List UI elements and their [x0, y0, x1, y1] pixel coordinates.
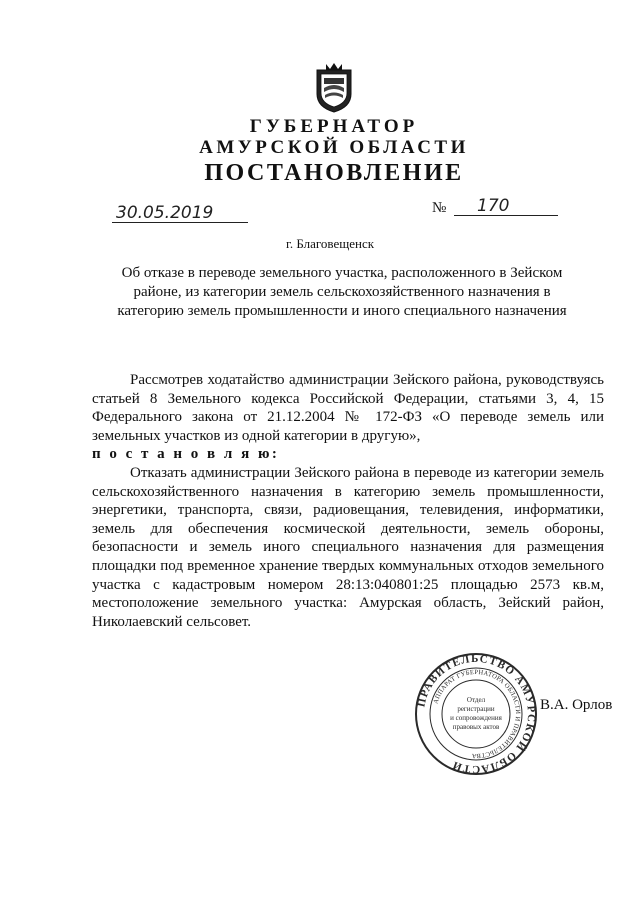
- date-underline: [112, 222, 248, 223]
- decision-paragraph: Отказать администрации Зейского района в переводе из категории земель сельскохозяйственного назначения в категорию земель промышленности, энергетики, транспорта, связи, радиовещания, телевидения, информатики, земель для обеспечения космической деятельности, земель обороны, безопасности и земель иного специального назначения для размещения площадки под временное хранение твердых коммунальных отходов земельного участка с кадастровым номером 28:13:040801:25 площадью 2573 кв.м, местоположение земельного участка: Амурская область, Зейский район, Николаевский сельсовет.: [92, 464, 604, 630]
- official-stamp: [414, 652, 538, 776]
- number-label: №: [432, 200, 447, 216]
- document-subject: Об отказе в переводе земельного участка, расположенного в Зейском районе, из категории земель сельскохозяйственного назначения в категорию земель промышленности и иного специального назначения: [117, 265, 567, 319]
- number-underline: [454, 215, 558, 216]
- stamp-inner-ring-text: АППАРАТ ГУБЕРНАТОРА ОБЛАСТИ И ПРАВИТЕЛЬСТВА: [432, 668, 522, 760]
- coat-of-arms-icon: [314, 62, 354, 114]
- stamp-outer-text: ПРАВИТЕЛЬСТВО АМУРСКОЙ ОБЛАСТИ: [415, 652, 538, 776]
- document-date: 30.05.2019: [116, 203, 214, 223]
- document-number: 170: [477, 196, 510, 216]
- decree-word: п о с т а н о в л я ю:: [92, 446, 280, 463]
- stamp-center-line: регистрации: [457, 705, 495, 713]
- stamp-center-line: и сопровождения: [450, 714, 502, 722]
- signer-name: В.А. Орлов: [540, 697, 613, 713]
- issuer-region: АМУРСКОЙ ОБЛАСТИ: [199, 137, 469, 158]
- stamp-center-line: правовых актов: [452, 723, 500, 731]
- city: г. Благовещенск: [285, 236, 375, 251]
- issuer-title: ГУБЕРНАТОР: [249, 116, 419, 137]
- stamp-center-line: Отдел: [466, 696, 486, 704]
- preamble-paragraph: Рассмотрев ходатайство администрации Зейского района, руководствуясь статьей 8 Земельного кодекса Российской Федерации, статьями 3, 4, 15 Федерального закона от 21.12.2004 № 172-ФЗ «О переводе земель или земельных участков из одной категории в другую»,: [92, 372, 604, 444]
- document-type: ПОСТАНОВЛЕНИЕ: [204, 160, 464, 186]
- document-body: [92, 371, 604, 631]
